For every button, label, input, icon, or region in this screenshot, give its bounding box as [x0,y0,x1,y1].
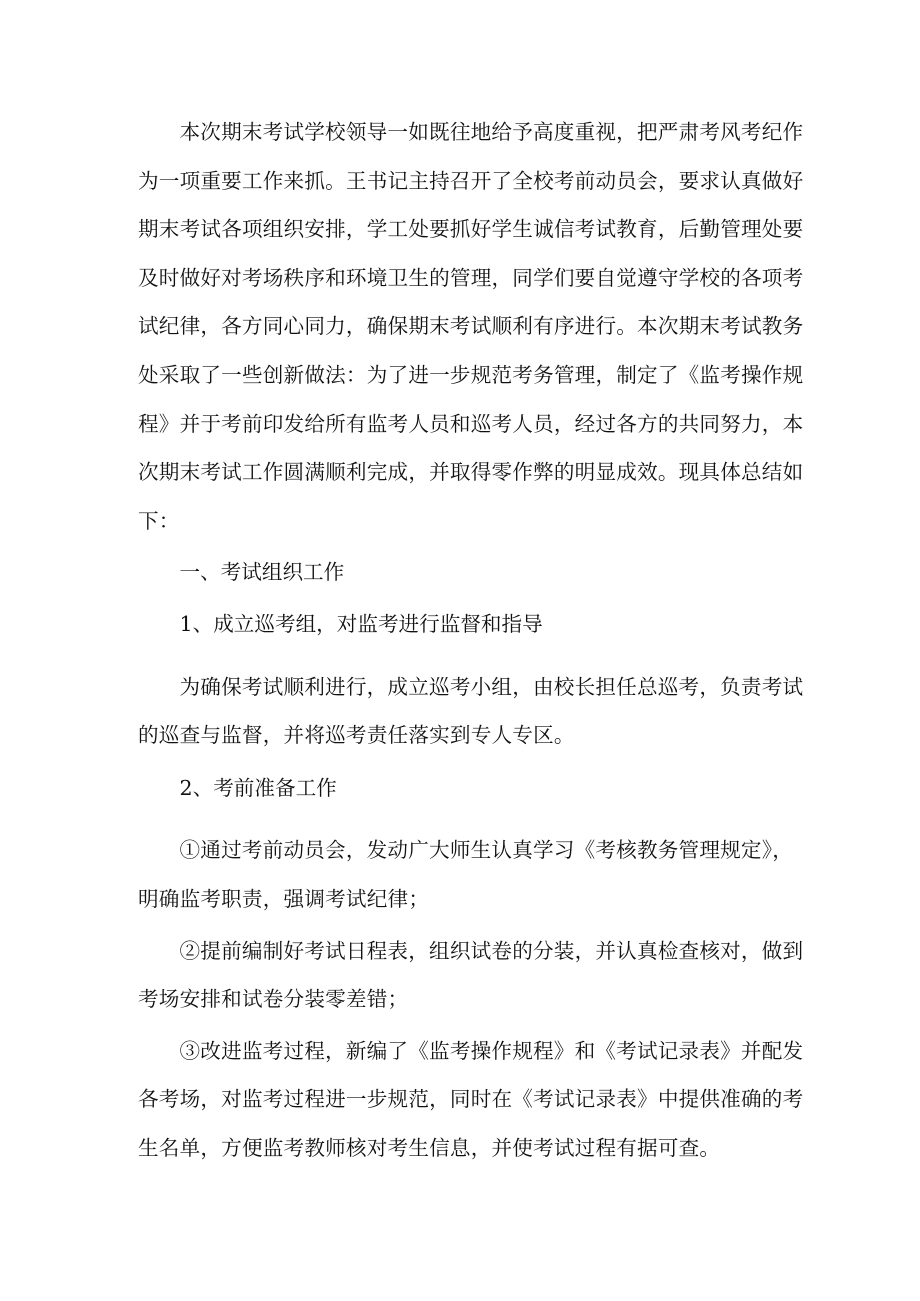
text-line: 生名单，方便监考教师核对考生信息，并使考试过程有据可查。 [138,1135,721,1160]
point-3 [138,1027,804,1173]
section-heading: 一、考试组织工作 [179,560,345,585]
text-line: ①通过考前动员会，发动广大师生认真学习《考核教务管理规定》， [179,838,794,863]
text-line: 为一项重要工作来抓。王书记主持召开了全校考前动员会，要求认真做好 [138,168,804,193]
text-line: 程》并于考前印发给所有监考人员和巡考人员，经过各方的共同努力，本 [138,411,804,436]
text-line: 的巡查与监督，并将巡考责任落实到专人专区。 [138,723,575,748]
text-line: ②提前编制好考试日程表，组织试卷的分装，并认真检查核对，做到 [179,938,804,963]
point-1 [138,826,794,923]
text-line: ③改进监考过程，新编了《监考操作规程》和《考试记录表》并配发 [179,1038,804,1063]
point-2 [138,927,804,1024]
text-line: 明确监考职责，强调考试纪律； [138,886,430,911]
subsection-heading-2: 2、考前准备工作 [179,775,337,800]
text-line: 下： [138,508,180,533]
text-line: 考场安排和试卷分装零差错； [138,987,409,1012]
subsection-heading-1: 1、成立巡考组，对监考进行监督和指导 [179,611,543,636]
text-line: 次期末考试工作圆满顺利完成，并取得零作弊的明显成效。现具体总结如 [138,460,804,485]
text-line: 为确保考试顺利进行，成立巡考小组，由校长担任总巡考，负责考试 [179,674,804,699]
text-line: 各考场，对监考过程进一步规范，同时在《考试记录表》中提供准确的考 [138,1087,804,1112]
intro-paragraph [138,108,804,545]
text-line: 试纪律，各方同心同力，确保期末考试顺利有序进行。本次期末考试教务 [138,314,804,339]
text-line: 本次期末考试学校领导一如既往地给予高度重视，把严肃考风考纪作 [179,120,804,144]
text-line: 处采取了一些创新做法：为了进一步规范考务管理，制定了《监考操作规 [138,362,804,387]
subsection-1-body [138,663,804,760]
text-line: 期末考试各项组织安排，学工处要抓好学生诚信考试教育，后勤管理处要 [138,217,804,242]
text-line: 及时做好对考场秩序和环境卫生的管理，同学们要自觉遵守学校的各项考 [138,265,804,290]
document-page [138,108,804,1172]
